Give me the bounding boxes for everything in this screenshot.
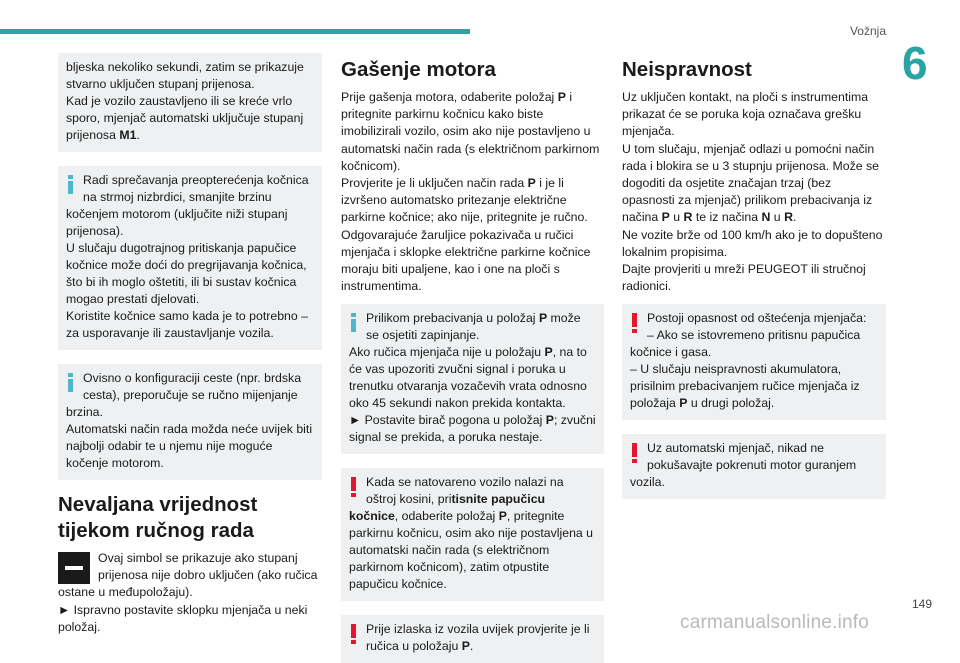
info-box-park bbox=[341, 304, 604, 454]
body-text: Dajte provjeriti u mreži PEUGEOT ili stručnoj radionici. bbox=[622, 262, 866, 294]
header-accent-bar bbox=[0, 29, 470, 34]
column-left bbox=[58, 53, 322, 636]
column-right bbox=[622, 53, 886, 499]
info-text: Koristite kočnice samo kada je to potrebno – za usporavanje ili zaustavljanje vozila. bbox=[66, 309, 308, 340]
action-text: ► Ispravno postavite sklopku mjenjača u neki položaj. bbox=[58, 602, 308, 634]
warning-box-gearbox-damage bbox=[622, 304, 886, 420]
info-text: U slučaju dugotrajnog pritiskanja papučice kočnice može doći do pregrijavanja kočnica, što bi ih moglo oštetiti, ili bi sustav kočnica mogao prestati djelovati. bbox=[66, 241, 307, 306]
section-heading-invalid-gear: Nevaljana vrijednost tijekom ručnog rada bbox=[58, 493, 258, 542]
warning-icon bbox=[349, 624, 358, 644]
body-text: Uz uključen kontakt, na ploči s instrumentima prikazat će se poruka koja označava grešku mjenjača. bbox=[622, 90, 869, 139]
column-middle bbox=[341, 53, 604, 663]
warning-text: Prije izlaska iz vozila uvijek provjerite je li ručica u položaju P. bbox=[366, 622, 590, 654]
continued-text-1: bljeska nekoliko sekundi, zatim se prikazuje stvarno uključen stupanj prijenosa. bbox=[66, 60, 304, 91]
info-icon bbox=[66, 175, 75, 194]
section-heading-malfunction: Neispravnost bbox=[622, 58, 752, 81]
info-text: Automatski način rada možda neće uvijek biti najbolji odabir te u njemu nije moguće kočenje motorom. bbox=[66, 422, 313, 470]
warning-icon bbox=[630, 443, 639, 463]
info-text: Ovisno o konfiguraciji ceste (npr. brdska cesta), preporučuje se ručno mijenjanje brzina. bbox=[66, 371, 302, 419]
info-icon bbox=[349, 313, 358, 332]
body-text: Odgovarajuće žaruljice pokazivača u ručici mjenjača i sklopke električne parkirne kočnice moraju biti upaljene, kao i one na ploči s instrumentima. bbox=[341, 227, 591, 294]
body-text: Ne vozite brže od 100 km/h ako je to dopušteno lokalnim propisima. bbox=[622, 227, 883, 259]
body-text: Provjerite je li uključen način rada P i je li izvršeno automatsko pritezanje električne parkirne kočnice; ako nije, pritegnite je ručno. bbox=[341, 176, 588, 225]
section-heading-engine-off: Gašenje motora bbox=[341, 58, 496, 81]
warning-text: – U slučaju neispravnosti akumulatora, prisilnim prebacivanjem ručice mjenjača iz položaja P u drugi položaj. bbox=[630, 362, 860, 411]
continued-note bbox=[58, 53, 322, 152]
info-box-manual-mode bbox=[58, 364, 322, 480]
body-text: Prije gašenja motora, odaberite položaj P i pritegnite parkirnu kočnicu kako biste imobilizirali vozilo, osim ako nije postavljeno u automatski način rada (s električnom parkirnom kočnicom). bbox=[341, 90, 600, 173]
info-text: ► Postavite birač pogona u položaj P; zvučni signal se prekida, a poruka nestaje. bbox=[349, 413, 596, 445]
section-title: Vožnja bbox=[849, 24, 886, 38]
watermark: carmanualsonline.info bbox=[680, 612, 870, 633]
page-number: 149 bbox=[911, 597, 932, 611]
symbol-paragraph bbox=[58, 550, 322, 636]
info-text: Radi sprečavanja preopterećenja kočnica na strmoj nizbrdici, smanjite brzinu kočenjem motorom (uključite niži stupanj prijenosa). bbox=[66, 173, 309, 238]
warning-box-exit bbox=[341, 615, 604, 663]
gear-fault-symbol-icon bbox=[58, 552, 90, 584]
warning-text: Postoji opasnost od oštećenja mjenjača: bbox=[647, 311, 867, 326]
warning-text: Uz automatski mjenjač, nikad ne pokušavajte pokrenuti motor guranjem vozila. bbox=[630, 441, 857, 490]
body-text: U tom slučaju, mjenjač odlazi u pomoćni način rada i blokira se u 3 stupnju prijenosa. Može se dogoditi da osjetite značajan trzaj (bez opasnosti za mjenjač) prilikom prebacivanja iz načina P u R te iz načina N u R. bbox=[622, 141, 880, 225]
warning-icon bbox=[630, 313, 639, 333]
chapter-number: 6 bbox=[902, 37, 928, 89]
info-text: Ako ručica mjenjača nije u položaju P, na to će vas upozoriti zvučni signal i poruka u trenutku otvaranja vozačevih vrata odnosno oko 45 sekundi nakon prekida kontakta. bbox=[349, 345, 587, 411]
info-box-braking bbox=[58, 166, 322, 350]
warning-box-push-start bbox=[622, 434, 886, 499]
continued-text-2: Kad je vozilo zaustavljeno ili se kreće vrlo sporo, mjenjač automatski uključuje stupanj prijenosa M1. bbox=[66, 94, 304, 142]
warning-box-slope bbox=[341, 468, 604, 601]
symbol-text: Ovaj simbol se prikazuje ako stupanj prijenosa nije dobro uključen (ako ručica ostane u međupoložaju). bbox=[58, 551, 318, 600]
info-icon bbox=[66, 373, 75, 392]
warning-text: – Ako se istovremeno pritisnu papučica kočnice i gasa. bbox=[630, 328, 861, 360]
warning-icon bbox=[349, 477, 358, 497]
warning-text: Kada se natovareno vozilo nalazi na oštroj kosini, pritisnite papučicu kočnice, odaberite položaj P, pritegnite parkirnu kočnicu, osim ako nije postavljena u automatski način rada (s električnom parkirnom kočnicom), zatim otpustite papučicu kočnice. bbox=[349, 475, 594, 592]
info-text: Prilikom prebacivanja u položaj P može se osjetiti zapinjanje. bbox=[366, 311, 581, 343]
